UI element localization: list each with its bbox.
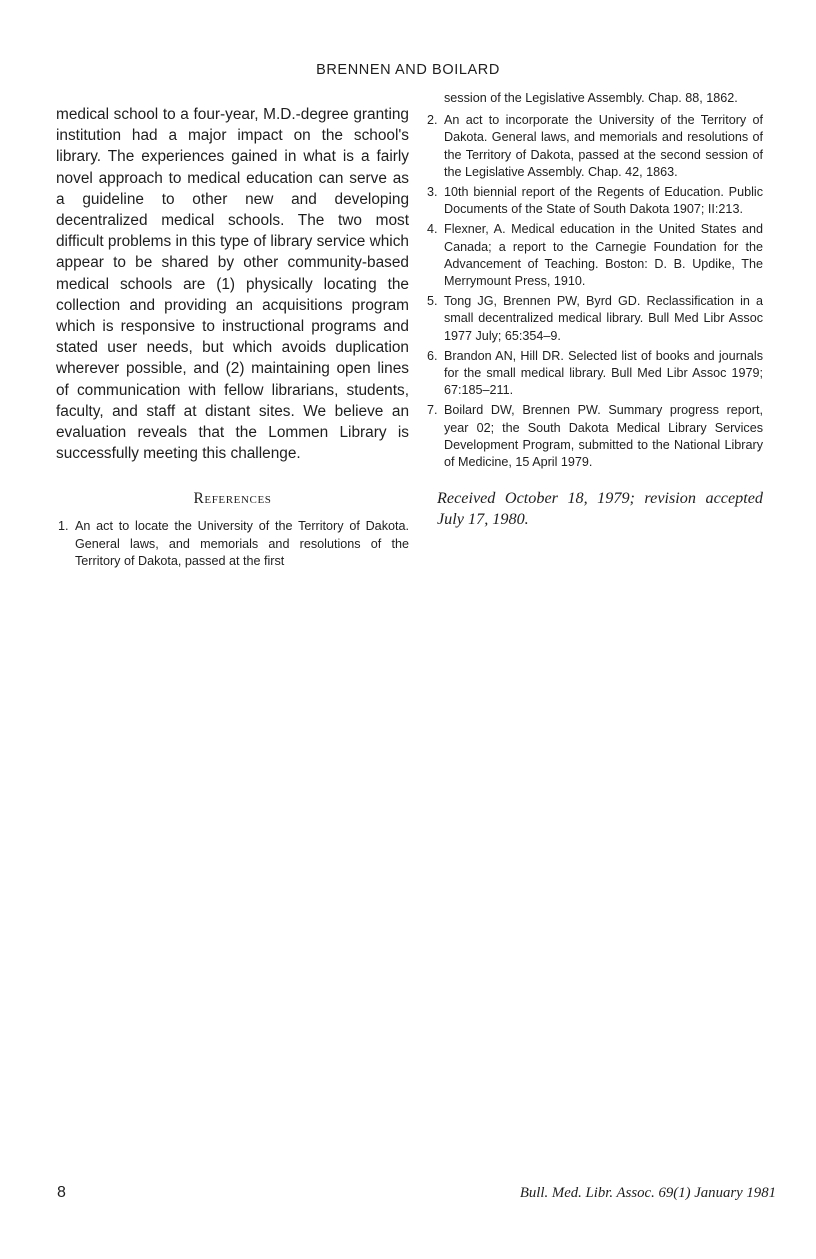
- reference-text: Flexner, A. Medical education in the United States and Canada; a report to the Carnegie Foundation for the Advancement of Teaching. Boston: D. B. Updike, The Merrymount Press, 1910.: [444, 222, 763, 289]
- reference-text: Brandon AN, Hill DR. Selected list of books and journals for the small medical library. Bull Med Libr Assoc 1979; 67:185–211.: [444, 348, 763, 398]
- reference-text: An act to locate the University of the Territory of Dakota. General laws, and memorials and resolutions of the Territory of Dakota, passed at the first: [75, 519, 409, 568]
- reference-5: [425, 293, 763, 345]
- reference-1-continued: [425, 90, 763, 107]
- reference-number: 6.: [427, 348, 438, 363]
- body-paragraph: medical school to a four-year, M.D.-degree granting institution had a major impact on the school's library. The experiences gained in what is a fairly novel approach to medical education can serve as a guideline to other new and developing decentralized medical schools. The two most difficult problems in this type of library service which appear to be shared by other community-based medical schools are (1) physically locating the collection and providing an acquisitions program which is responsive to instructional programs and stated user needs, but which avoids duplication wherever possible, and (2) maintaining open lines of communication with fellow librarians, students, faculty, and staff at distant sites. We believe an evaluation reveals that the Lommen Library is successfully meeting this challenge.: [56, 106, 409, 463]
- received-note: Received October 18, 1979; revision accepted July 17, 1980.: [437, 489, 763, 528]
- reference-text: Boilard DW, Brennen PW. Summary progress report, year 02; the South Dakota Medical Library Services Development Program, submitted to the National Library of Medicine, 15 April 1979.: [444, 403, 763, 470]
- reference-number: 2.: [427, 113, 438, 128]
- running-head: BRENNEN AND BOILARD: [316, 62, 500, 78]
- left-column: [56, 104, 409, 573]
- references-heading: References: [193, 490, 272, 508]
- right-column: [425, 90, 763, 529]
- reference-number: 7.: [427, 403, 438, 418]
- reference-number: 3.: [427, 185, 438, 200]
- reference-number: 4.: [427, 222, 438, 237]
- reference-number: 1.: [58, 519, 69, 534]
- journal-citation: Bull. Med. Libr. Assoc. 69(1) January 1981: [519, 1185, 776, 1201]
- reference-7: [425, 402, 763, 471]
- page-number: 8: [57, 1184, 66, 1201]
- reference-number: 5.: [427, 294, 438, 309]
- reference-3: [425, 184, 763, 218]
- reference-text: An act to incorporate the University of the Territory of Dakota. General laws, and memorials and resolutions of the Territory of Dakota, passed at the second session of the Legislative Assembly. Chap. 42, 1863.: [444, 113, 763, 179]
- reference-text: session of the Legislative Assembly. Chap. 88, 1862.: [444, 91, 738, 105]
- reference-4: [425, 221, 763, 290]
- reference-1: [56, 518, 409, 570]
- reference-text: Tong JG, Brennen PW, Byrd GD. Reclassification in a small decentralized medical library. Bull Med Libr Assoc 1977 July; 65:354–9.: [444, 294, 763, 343]
- reference-text: 10th biennial report of the Regents of Education. Public Documents of the State of South Dakota 1907; II:213.: [444, 185, 763, 217]
- reference-6: [425, 348, 763, 400]
- reference-2: [425, 112, 763, 181]
